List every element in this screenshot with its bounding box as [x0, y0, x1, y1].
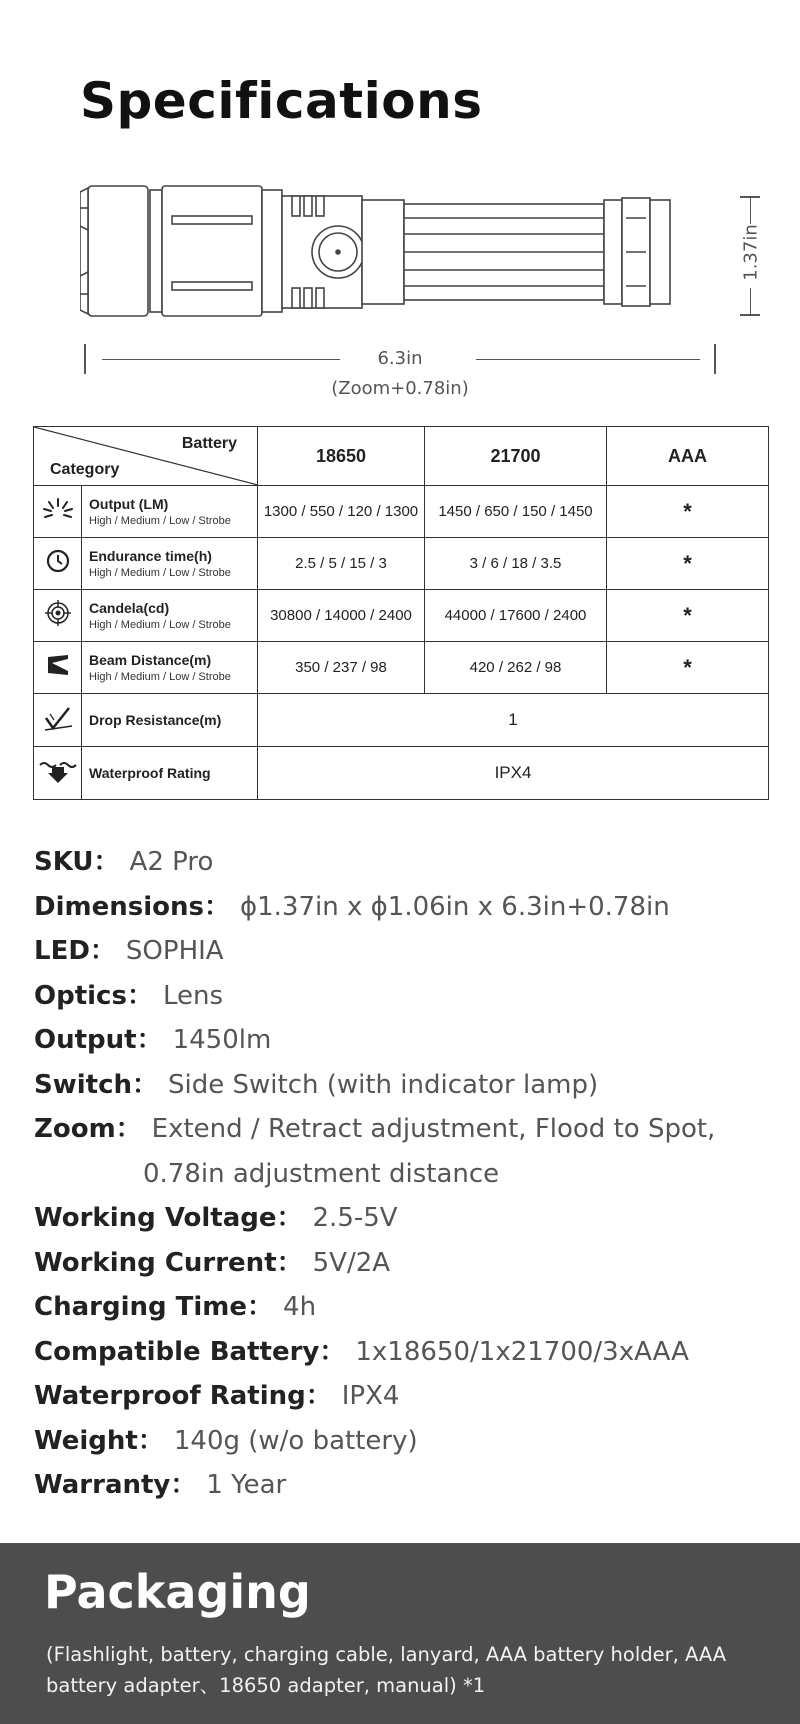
spec-item — [34, 885, 784, 930]
spec-key: Switch： — [34, 1069, 159, 1100]
clock-icon — [45, 548, 71, 574]
table-cell: 44000 / 17600 / 2400 — [425, 590, 607, 642]
spec-value: Extend / Retract adjustment, Flood to Spot, — [151, 1114, 716, 1144]
table-header-row — [34, 427, 769, 486]
row-icon-cell — [34, 642, 82, 694]
category-name: Endurance time(h) — [89, 548, 212, 564]
target-icon — [44, 599, 72, 627]
spec-value: Lens — [162, 980, 224, 1011]
category-cell — [82, 590, 258, 642]
table-cell: 30800 / 14000 / 2400 — [258, 590, 425, 642]
category-cell — [82, 747, 258, 800]
spec-item — [34, 1241, 784, 1286]
column-header: 18650 — [258, 427, 425, 486]
table-cell: * — [607, 642, 769, 694]
spec-item — [34, 1285, 784, 1330]
category-modes: High / Medium / Low / Strobe — [89, 567, 231, 579]
diagonal-header-cell — [34, 427, 258, 486]
spec-value: 1450lm — [172, 1025, 272, 1055]
packaging-banner — [0, 1543, 800, 1724]
packaging-description: (Flashlight, battery, charging cable, lanyard, AAA battery holder, AAA battery adapter、18650 adapter, manual) *1 — [46, 1643, 727, 1697]
table-cell: 1450 / 650 / 150 / 1450 — [425, 486, 607, 538]
row-icon-cell — [34, 538, 82, 590]
column-header: AAA — [607, 427, 769, 486]
table-cell: 420 / 262 / 98 — [425, 642, 607, 694]
spec-value: 2.5-5V — [312, 1203, 398, 1233]
spec-key: LED： — [34, 936, 116, 966]
spec-key: Compatible Battery： — [34, 1336, 346, 1367]
table-cell: 1300 / 550 / 120 / 1300 — [258, 486, 425, 538]
row-icon-cell — [34, 747, 82, 800]
table-row — [34, 642, 769, 694]
category-modes: High / Medium / Low / Strobe — [89, 619, 231, 631]
spec-key: Warranty： — [34, 1470, 197, 1500]
length-value: 6.3in — [377, 348, 423, 369]
spec-value: IPX4 — [341, 1381, 400, 1411]
spec-key: Optics： — [34, 980, 153, 1011]
table-row — [34, 694, 769, 747]
table-cell: 2.5 / 5 / 15 / 3 — [258, 538, 425, 590]
spec-item — [34, 1419, 784, 1464]
diameter-value: 1.37in — [740, 224, 762, 281]
category-name: Candela(cd) — [89, 600, 170, 616]
spec-key: Waterproof Rating： — [34, 1381, 332, 1411]
battery-header: Battery — [181, 435, 237, 452]
spec-item — [34, 840, 784, 885]
row-icon-cell — [34, 590, 82, 642]
category-cell — [82, 538, 258, 590]
spec-value: 1x18650/1x21700/3xAAA — [355, 1336, 689, 1367]
length-dimension — [80, 340, 720, 400]
table-cell: 1 — [258, 694, 769, 747]
beam-icon — [44, 653, 72, 677]
category-header: Category — [50, 461, 120, 478]
table-cell: 350 / 237 / 98 — [258, 642, 425, 694]
spec-item — [34, 1196, 784, 1241]
spec-value: 1 Year — [206, 1470, 287, 1500]
spec-item — [34, 1374, 784, 1419]
spec-list — [34, 840, 784, 1508]
spec-value: A2 Pro — [129, 847, 214, 877]
spec-value-continuation: 0.78in adjustment distance — [143, 1158, 500, 1189]
category-modes: High / Medium / Low / Strobe — [89, 515, 231, 527]
spec-key: Zoom： — [34, 1114, 142, 1144]
spec-value: ϕ1.37in x ϕ1.06in x 6.3in+0.78in — [239, 891, 670, 922]
page-title: Specifications — [80, 72, 483, 130]
spec-value: 4h — [283, 1292, 317, 1322]
category-name: Beam Distance(m) — [89, 652, 212, 668]
category-name: Drop Resistance(m) — [89, 712, 222, 728]
table-cell: 3 / 6 / 18 / 3.5 — [425, 538, 607, 590]
spec-value: SOPHIA — [125, 936, 224, 966]
table-row — [34, 486, 769, 538]
category-cell — [82, 642, 258, 694]
waterproof-icon — [38, 757, 78, 785]
table-cell: * — [607, 486, 769, 538]
spec-key: Dimensions： — [34, 891, 230, 922]
table-row — [34, 590, 769, 642]
column-header: 21700 — [425, 427, 607, 486]
packaging-title: Packaging — [44, 1565, 311, 1619]
spec-key: Working Voltage： — [34, 1203, 303, 1233]
dimension-line — [750, 288, 751, 314]
length-note: (Zoom+0.78in) — [331, 378, 469, 399]
category-name: Waterproof Rating — [89, 765, 211, 781]
spec-value: Side Switch (with indicator lamp) — [168, 1069, 599, 1100]
spec-table — [33, 426, 769, 800]
spec-item — [34, 929, 784, 974]
row-icon-cell — [34, 486, 82, 538]
table-row — [34, 538, 769, 590]
category-modes: High / Medium / Low / Strobe — [89, 671, 231, 683]
spec-key: Output： — [34, 1025, 163, 1055]
spec-item — [34, 1063, 784, 1108]
category-cell — [82, 486, 258, 538]
spec-key: Charging Time： — [34, 1292, 274, 1322]
spec-value: 5V/2A — [312, 1247, 391, 1278]
spec-value: 140g (w/o battery) — [173, 1425, 418, 1456]
spec-item — [34, 1330, 784, 1375]
table-cell: * — [607, 590, 769, 642]
spec-item — [34, 1107, 784, 1152]
table-cell: IPX4 — [258, 747, 769, 800]
spec-key: Weight： — [34, 1425, 164, 1456]
table-row — [34, 747, 769, 800]
spec-item — [34, 1018, 784, 1063]
diameter-dimension — [736, 196, 766, 316]
category-cell — [82, 694, 258, 747]
dimension-tick — [740, 314, 760, 316]
drop-icon — [42, 704, 74, 732]
burst-icon — [42, 497, 74, 521]
row-icon-cell — [34, 694, 82, 747]
spec-key: SKU： — [34, 847, 120, 877]
spec-item — [34, 974, 784, 1019]
category-name: Output (LM) — [89, 496, 169, 512]
spec-item — [34, 1463, 784, 1508]
spec-key: Working Current： — [34, 1247, 303, 1278]
table-cell: * — [607, 538, 769, 590]
flashlight-illustration — [80, 178, 730, 328]
